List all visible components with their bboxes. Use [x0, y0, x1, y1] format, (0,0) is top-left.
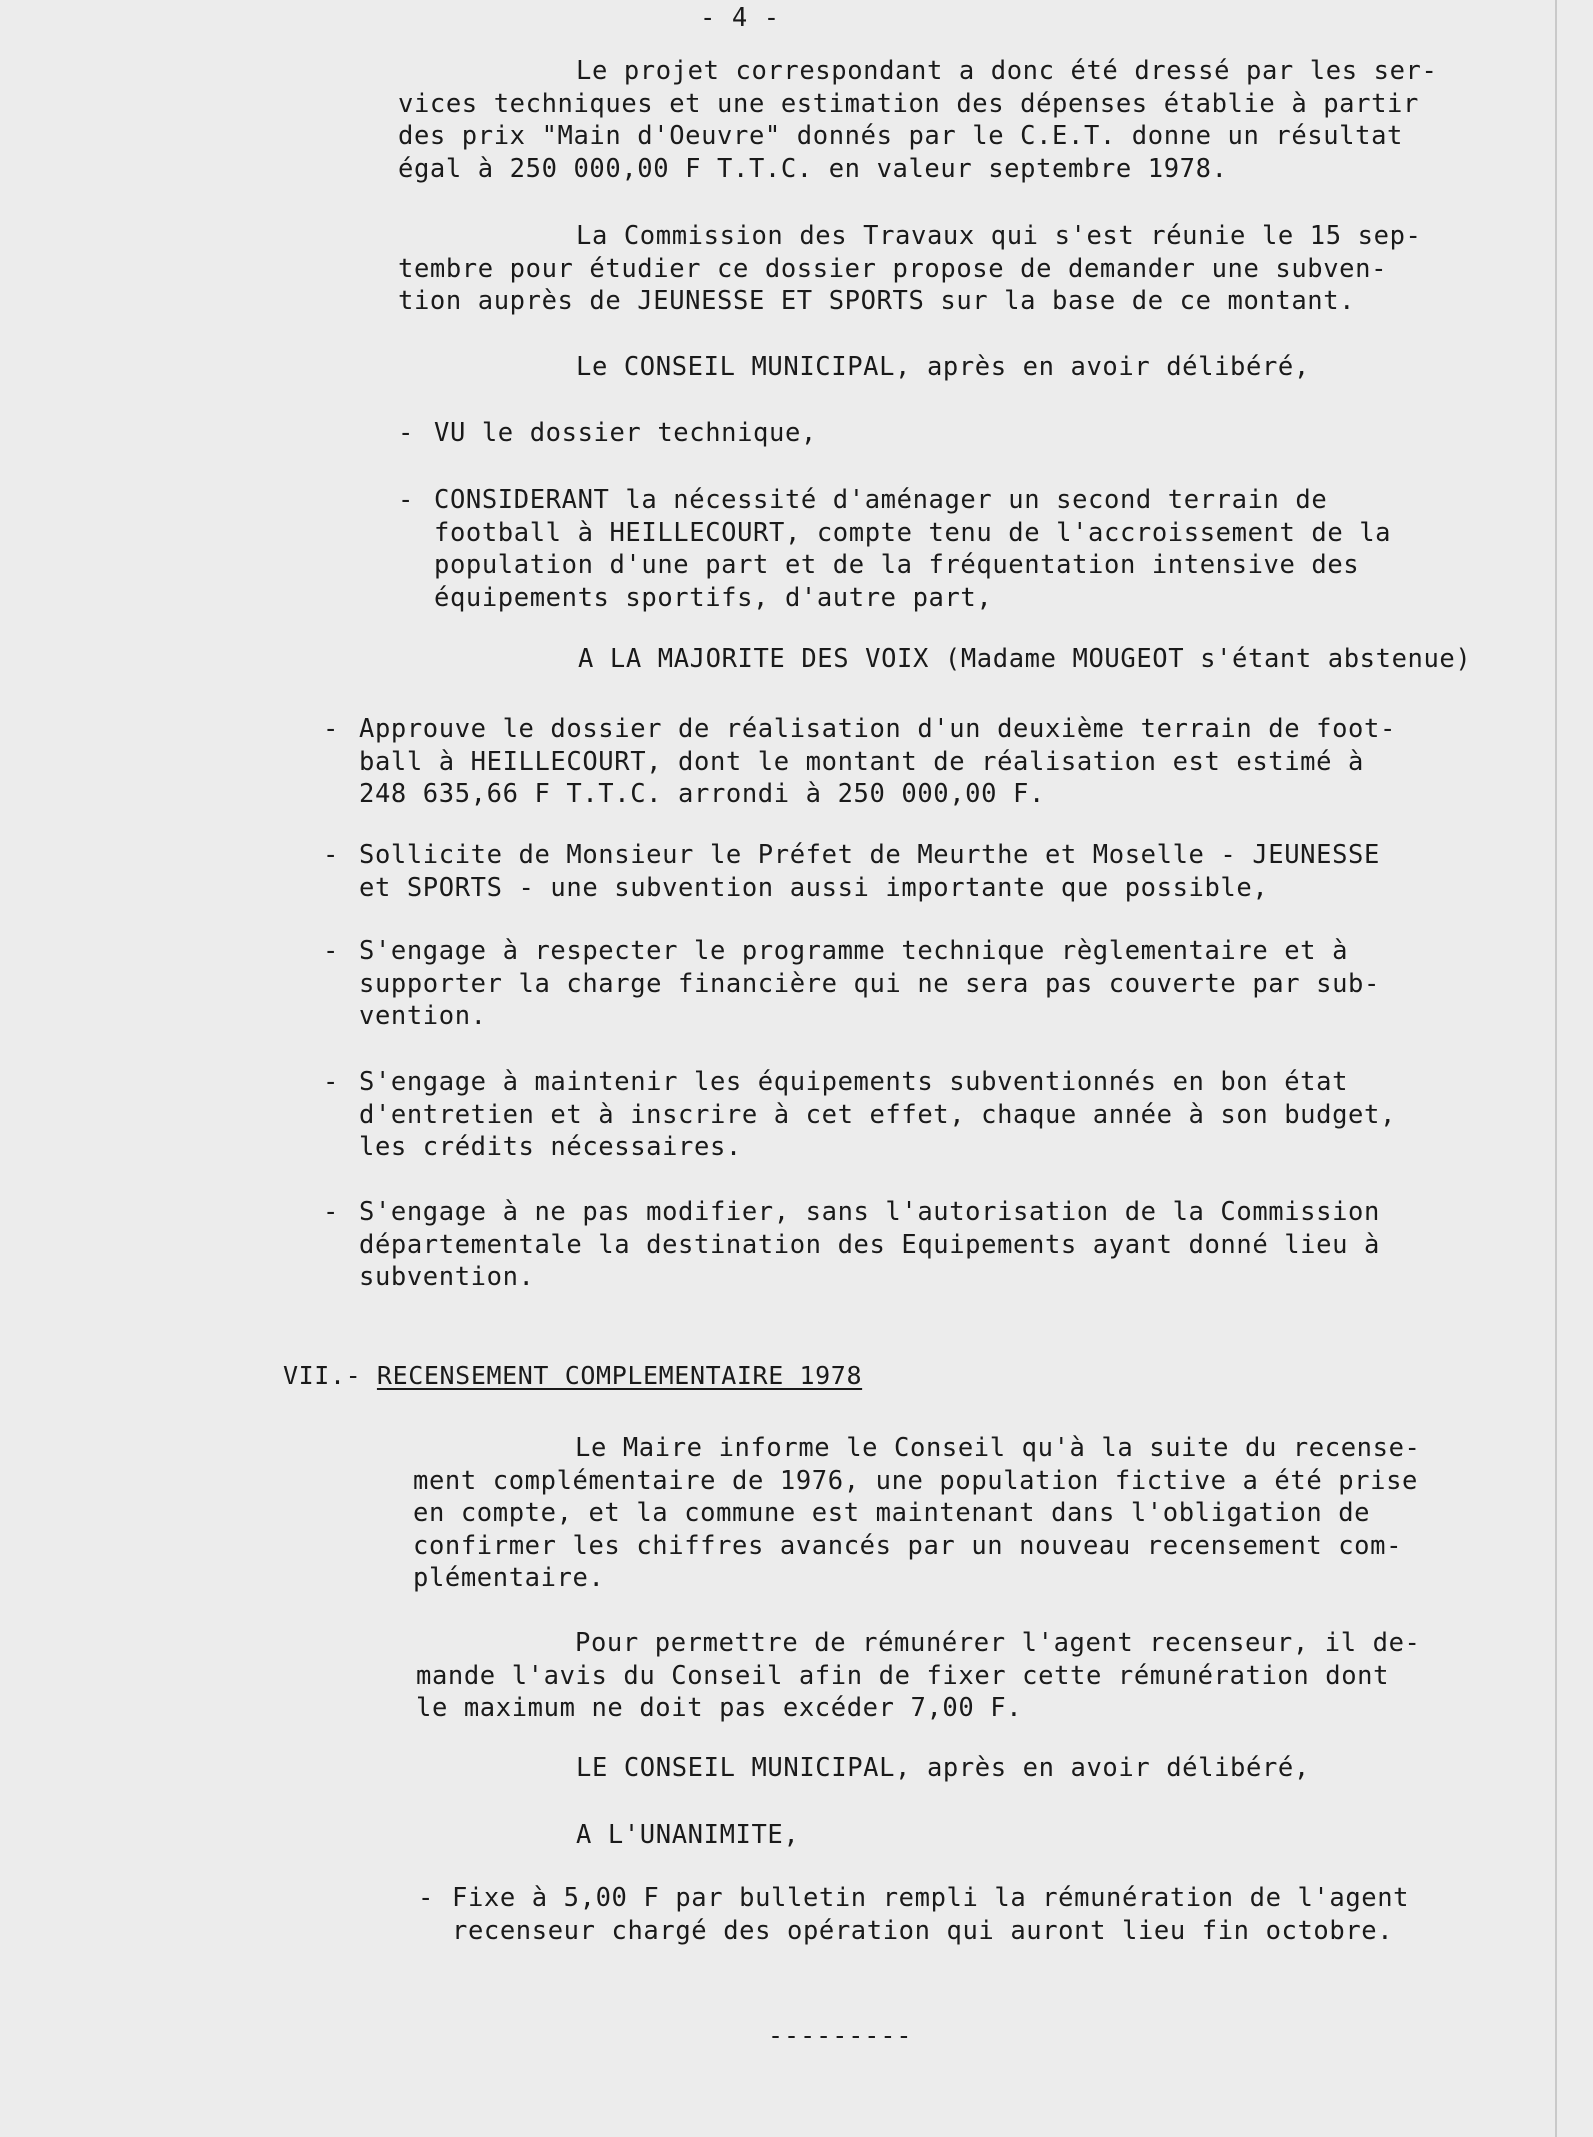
section-heading: [283, 1360, 862, 1392]
decision-approve: [359, 713, 1396, 811]
text-line: recenseur chargé des opération qui auront lieu fin octobre.: [452, 1915, 1394, 1946]
council-deliberation-2: LE CONSEIL MUNICIPAL, après en avoir délibéré,: [576, 1753, 1310, 1783]
paragraph-remuneration: [416, 1627, 1420, 1725]
list-dash: -: [398, 418, 414, 448]
paragraph-census: [413, 1432, 1420, 1595]
list-dash: -: [323, 1197, 339, 1227]
paragraph-commission: [398, 220, 1421, 318]
list-dash: -: [323, 936, 339, 966]
considerant-item: [434, 484, 1391, 614]
text-line: Fixe à 5,00 F par bulletin rempli la rémunération de l'agent: [452, 1883, 1410, 1913]
list-dash: -: [323, 1067, 339, 1097]
text-line: des prix "Main d'Oeuvre" donnés par le C.E.T. donne un résultat: [398, 121, 1403, 151]
vu-item: VU le dossier technique,: [434, 418, 817, 448]
council-deliberation-1: Le CONSEIL MUNICIPAL, après en avoir délibéré,: [576, 352, 1310, 382]
unanimity-vote: A L'UNANIMITE,: [576, 1820, 800, 1850]
text-line: et SPORTS - une subvention aussi importante que possible,: [359, 872, 1269, 903]
text-line: tion auprès de JEUNESSE ET SPORTS sur la base de ce montant.: [398, 286, 1356, 316]
text-line: Le Maire informe le Conseil qu'à la suite du recense-: [575, 1433, 1421, 1463]
text-line: S'engage à respecter le programme technique règlementaire et à: [359, 936, 1349, 966]
majority-vote: A LA MAJORITE DES VOIX (Madame MOUGEOT s'étant abstenue): [578, 644, 1472, 674]
text-line: les crédits nécessaires.: [359, 1132, 742, 1162]
text-line: vices techniques et une estimation des dépenses établie à partir: [398, 88, 1419, 119]
text-line: Sollicite de Monsieur le Préfet de Meurthe et Moselle - JEUNESSE: [359, 840, 1380, 870]
text-line: supporter la charge financière qui ne sera pas couverte par sub-: [359, 968, 1380, 999]
text-line: subvention.: [359, 1262, 535, 1292]
decision-no-modification: [359, 1196, 1380, 1294]
paragraph-project: [398, 55, 1437, 185]
text-line: Approuve le dossier de réalisation d'un deuxième terrain de foot-: [359, 714, 1396, 744]
text-line: La Commission des Travaux qui s'est réunie le 15 sep-: [576, 221, 1422, 251]
text-line: population d'une part et de la fréquentation intensive des: [434, 550, 1360, 580]
decision-solicit: [359, 839, 1380, 904]
scan-edge-line: [1555, 0, 1557, 2137]
text-line: vention.: [359, 1001, 487, 1031]
text-line: S'engage à maintenir les équipements subventionnés en bon état: [359, 1067, 1349, 1097]
text-line: Pour permettre de rémunérer l'agent recenseur, il de-: [575, 1628, 1421, 1658]
text-line: égal à 250 000,00 F T.T.C. en valeur septembre 1978.: [398, 153, 1228, 184]
decision-respect-programme: [359, 935, 1380, 1033]
closing-separator: ---------: [768, 2021, 913, 2050]
list-dash: -: [398, 485, 414, 515]
text-line: confirmer les chiffres avancés par un nouveau recensement com-: [413, 1530, 1403, 1561]
section-number: VII.-: [283, 1361, 362, 1390]
text-line: football à HEILLECOURT, compte tenu de l'accroissement de la: [434, 517, 1392, 548]
text-line: le maximum ne doit pas excéder 7,00 F.: [416, 1693, 1023, 1723]
list-dash: -: [323, 714, 339, 744]
text-line: S'engage à ne pas modifier, sans l'autorisation de la Commission: [359, 1197, 1380, 1227]
text-line: plémentaire.: [413, 1563, 605, 1593]
list-dash: -: [418, 1883, 434, 1913]
decision-maintain-equipment: [359, 1066, 1396, 1164]
text-line: départementale la destination des Equipements ayant donné lieu à: [359, 1229, 1380, 1260]
text-line: 248 635,66 F T.T.C. arrondi à 250 000,00 F.: [359, 779, 1045, 809]
text-line: d'entretien et à inscrire à cet effet, chaque année à son budget,: [359, 1099, 1396, 1130]
text-line: mande l'avis du Conseil afin de fixer cette rémunération dont: [416, 1660, 1390, 1691]
text-line: équipements sportifs, d'autre part,: [434, 582, 993, 613]
section-title: RECENSEMENT COMPLEMENTAIRE 1978: [376, 1361, 863, 1390]
text-line: Le projet correspondant a donc été dressé par les ser-: [576, 56, 1438, 86]
text-line: tembre pour étudier ce dossier propose de demander une subven-: [398, 253, 1388, 284]
decision-fix-remuneration: [452, 1882, 1409, 1947]
text-line: ment complémentaire de 1976, une population fictive a été prise: [413, 1465, 1418, 1496]
page-number: - 4 -: [700, 3, 780, 33]
list-dash: -: [323, 840, 339, 870]
text-line: CONSIDERANT la nécessité d'aménager un second terrain de: [434, 485, 1328, 515]
text-line: ball à HEILLECOURT, dont le montant de réalisation est estimé à: [359, 746, 1364, 777]
text-line: en compte, et la commune est maintenant dans l'obligation de: [413, 1498, 1371, 1528]
